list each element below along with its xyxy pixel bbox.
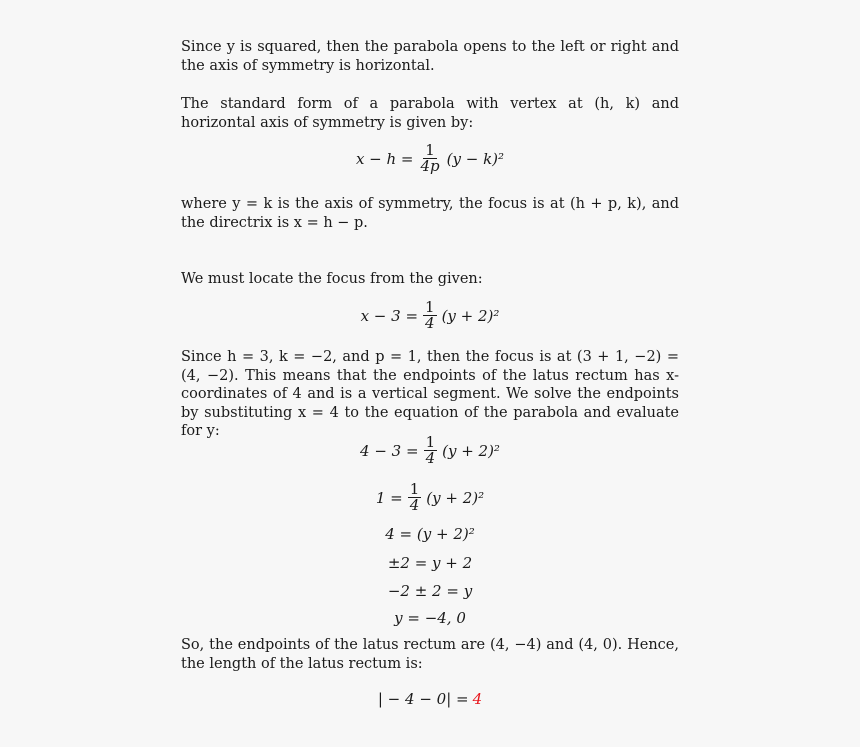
equation-standard-form [0,143,860,179]
equation-step-5 [0,582,860,600]
equation-given [0,300,860,336]
paragraph-parabola-orientation: Since y is squared, then the parabola opens to the left or right and the axis of symmetry is horizontal. [181,39,679,74]
equation-step-1 [0,435,860,471]
equation-latus-rectum-length [0,690,860,708]
fraction [424,435,438,466]
equation-rhs: (y + 2)² [426,488,485,507]
equation-step-2 [0,482,860,518]
equation-lhs: x − h = [355,149,414,168]
equation-lhs: x − 3 = [360,306,419,325]
equation-expression: | − 4 − 0| = [377,690,469,708]
fraction-numerator: 1 [425,298,435,316]
final-answer: 4 [472,690,483,708]
equation-rhs: (y + 2)² [441,306,500,325]
paragraph-axis-focus-directrix: where y = k is the axis of symmetry, the focus is at (h + p, k), and the directrix is x = h − p. [181,196,679,231]
fraction-denominator: 4p [420,157,440,175]
equation-lhs: 4 − 3 = [360,441,419,460]
equation-step-6 [0,609,860,627]
fraction-denominator: 4 [425,314,435,332]
fraction-denominator: 4 [425,449,436,467]
equation-text: ±2 = y + 2 [387,554,473,572]
equation-rhs: (y + 2)² [442,441,500,460]
paragraph-endpoints-conclusion: So, the endpoints of the latus rectum are (4, −4) and (4, 0). Hence, the length of the latus rectum is: [181,637,679,672]
fraction-numerator: 1 [409,480,420,498]
equation-step-4 [0,554,860,572]
fraction-denominator: 4 [409,496,420,514]
fraction-numerator: 1 [425,433,436,451]
equation-text: y = −4, 0 [394,609,466,627]
equation-text: 4 = (y + 2)² [385,525,475,543]
fraction [419,143,442,174]
fraction [423,300,437,331]
fraction-numerator: 1 [425,141,435,159]
paragraph-focus-and-substitution: Since h = 3, k = −2, and p = 1, then the focus is at (3 + 1, −2) = (4, −2). This means that the endpoints of the latus rectum has x-coordinates of 4 and is a vertical segment. We solve the endpoints by substituting x = 4 to the equation of the parabola and evaluate for y: [181,349,679,439]
paragraph-locate-focus: We must locate the focus from the given: [181,271,483,287]
equation-lhs: 1 = [375,488,403,507]
equation-text: −2 ± 2 = y [387,582,473,600]
equation-rhs: (y − k)² [446,149,505,168]
fraction [408,482,422,513]
equation-step-3 [0,525,860,543]
paragraph-standard-form-intro: The standard form of a parabola with vertex at (h, k) and horizontal axis of symmetry is given by: [181,96,679,131]
